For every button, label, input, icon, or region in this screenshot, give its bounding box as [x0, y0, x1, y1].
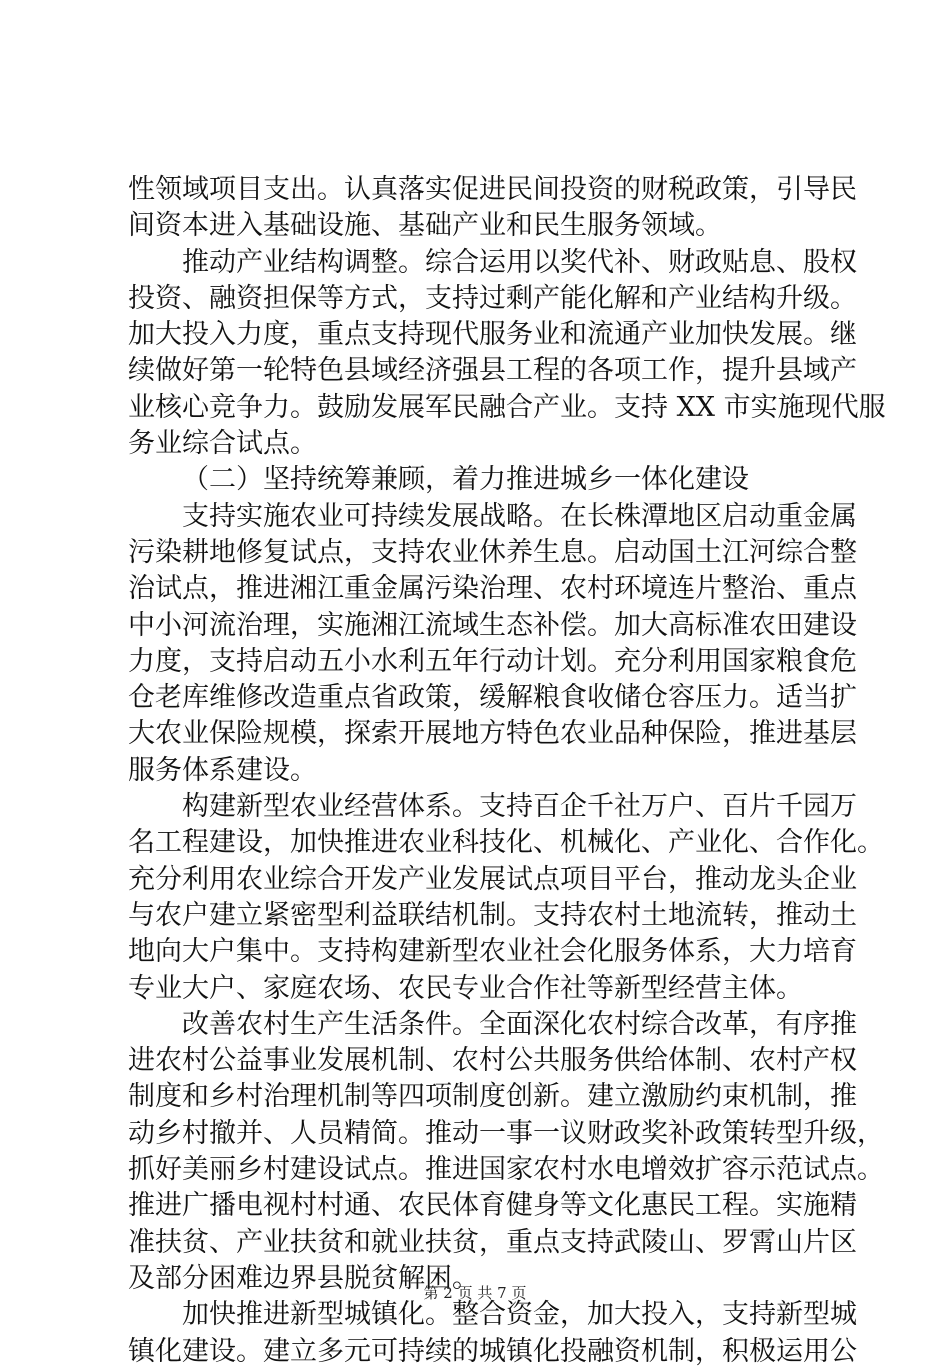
text-line: 充分利用农业综合开发产业发展试点项目平台，推动龙头企业	[128, 863, 857, 895]
text-line: 性领域项目支出。认真落实促进民间投资的财税政策，引导民	[128, 174, 857, 205]
document-body	[128, 172, 886, 1370]
text-line: 力度，支持启动五小水利五年行动计划。充分利用国家粮食危	[128, 645, 857, 677]
text-line: 治试点，推进湘江重金属污染治理、农村环境连片整治、重点	[128, 573, 857, 605]
text-line: 加大投入力度，重点支持现代服务业和流通产业加快发展。继	[128, 319, 857, 351]
text-line: 间资本进入基础设施、基础产业和民生服务领域。	[128, 210, 722, 242]
text-line: 进农村公益事业发展机制、农村公共服务供给体制、农村产权	[128, 1045, 857, 1077]
text-line: 专业大户、家庭农场、农民专业合作社等新型经营主体。	[128, 972, 803, 1004]
text-line: 与农户建立紧密型利益联结机制。支持农村土地流转，推动土	[128, 899, 857, 931]
text-line: 推动产业结构调整。综合运用以奖代补、财政贴息、股权	[182, 246, 857, 278]
text-line: 制度和乡村治理机制等四项制度创新。建立激励约束机制，推	[128, 1081, 857, 1113]
text-line: 加快推进新型城镇化。整合资金，加大投入，支持新型城	[182, 1299, 857, 1331]
text-line: 及部分困难边界县脱贫解困。	[128, 1262, 479, 1294]
text-line: 名工程建设，加快推进农业科技化、机械化、产业化、合作化。	[128, 827, 884, 859]
text-line: 地向大户集中。支持构建新型农业社会化服务体系，大力培育	[128, 936, 857, 968]
text-line: 支持实施农业可持续发展战略。在长株潭地区启动重金属	[182, 500, 857, 532]
text-line: 服务体系建设。	[128, 754, 317, 786]
page-number-footer: 第 2 页 共 7 页	[423, 1284, 527, 1302]
text-line: 业核心竞争力。鼓励发展军民融合产业。支持 XX 市实施现代服	[128, 391, 886, 423]
text-line: 务业综合试点。	[128, 428, 317, 460]
text-line: 仓老库维修改造重点省政策，缓解粮食收储仓容压力。适当扩	[128, 682, 857, 714]
text-line: 推进广播电视村村通、农民体育健身等文化惠民工程。实施精	[128, 1190, 857, 1222]
text-line: 准扶贫、产业扶贫和就业扶贫，重点支持武陵山、罗霄山片区	[128, 1226, 857, 1258]
text-line: 大农业保险规模，探索开展地方特色农业品种保险，推进基层	[128, 718, 857, 750]
text-line: 构建新型农业经营体系。支持百企千社万户、百片千园万	[182, 791, 857, 823]
text-line: （二）坚持统筹兼顾，着力推进城乡一体化建设	[182, 464, 749, 496]
text-line: 抓好美丽乡村建设试点。推进国家农村水电增效扩容示范试点。	[128, 1154, 884, 1186]
text-line: 投资、融资担保等方式，支持过剩产能化解和产业结构升级。	[128, 282, 857, 314]
text-line: 动乡村撤并、人员精简。推动一事一议财政奖补政策转型升级，	[128, 1117, 884, 1149]
text-line: 续做好第一轮特色县域经济强县工程的各项工作，提升县域产	[128, 355, 857, 387]
text-line: 镇化建设。建立多元可持续的城镇化投融资机制，积极运用公	[128, 1335, 857, 1367]
text-line: 污染耕地修复试点，支持农业休养生息。启动国土江河综合整	[128, 536, 857, 568]
text-line: 中小河流治理，实施湘江流域生态补偿。加大高标准农田建设	[128, 609, 857, 641]
text-line: 改善农村生产生活条件。全面深化农村综合改革，有序推	[182, 1008, 857, 1040]
